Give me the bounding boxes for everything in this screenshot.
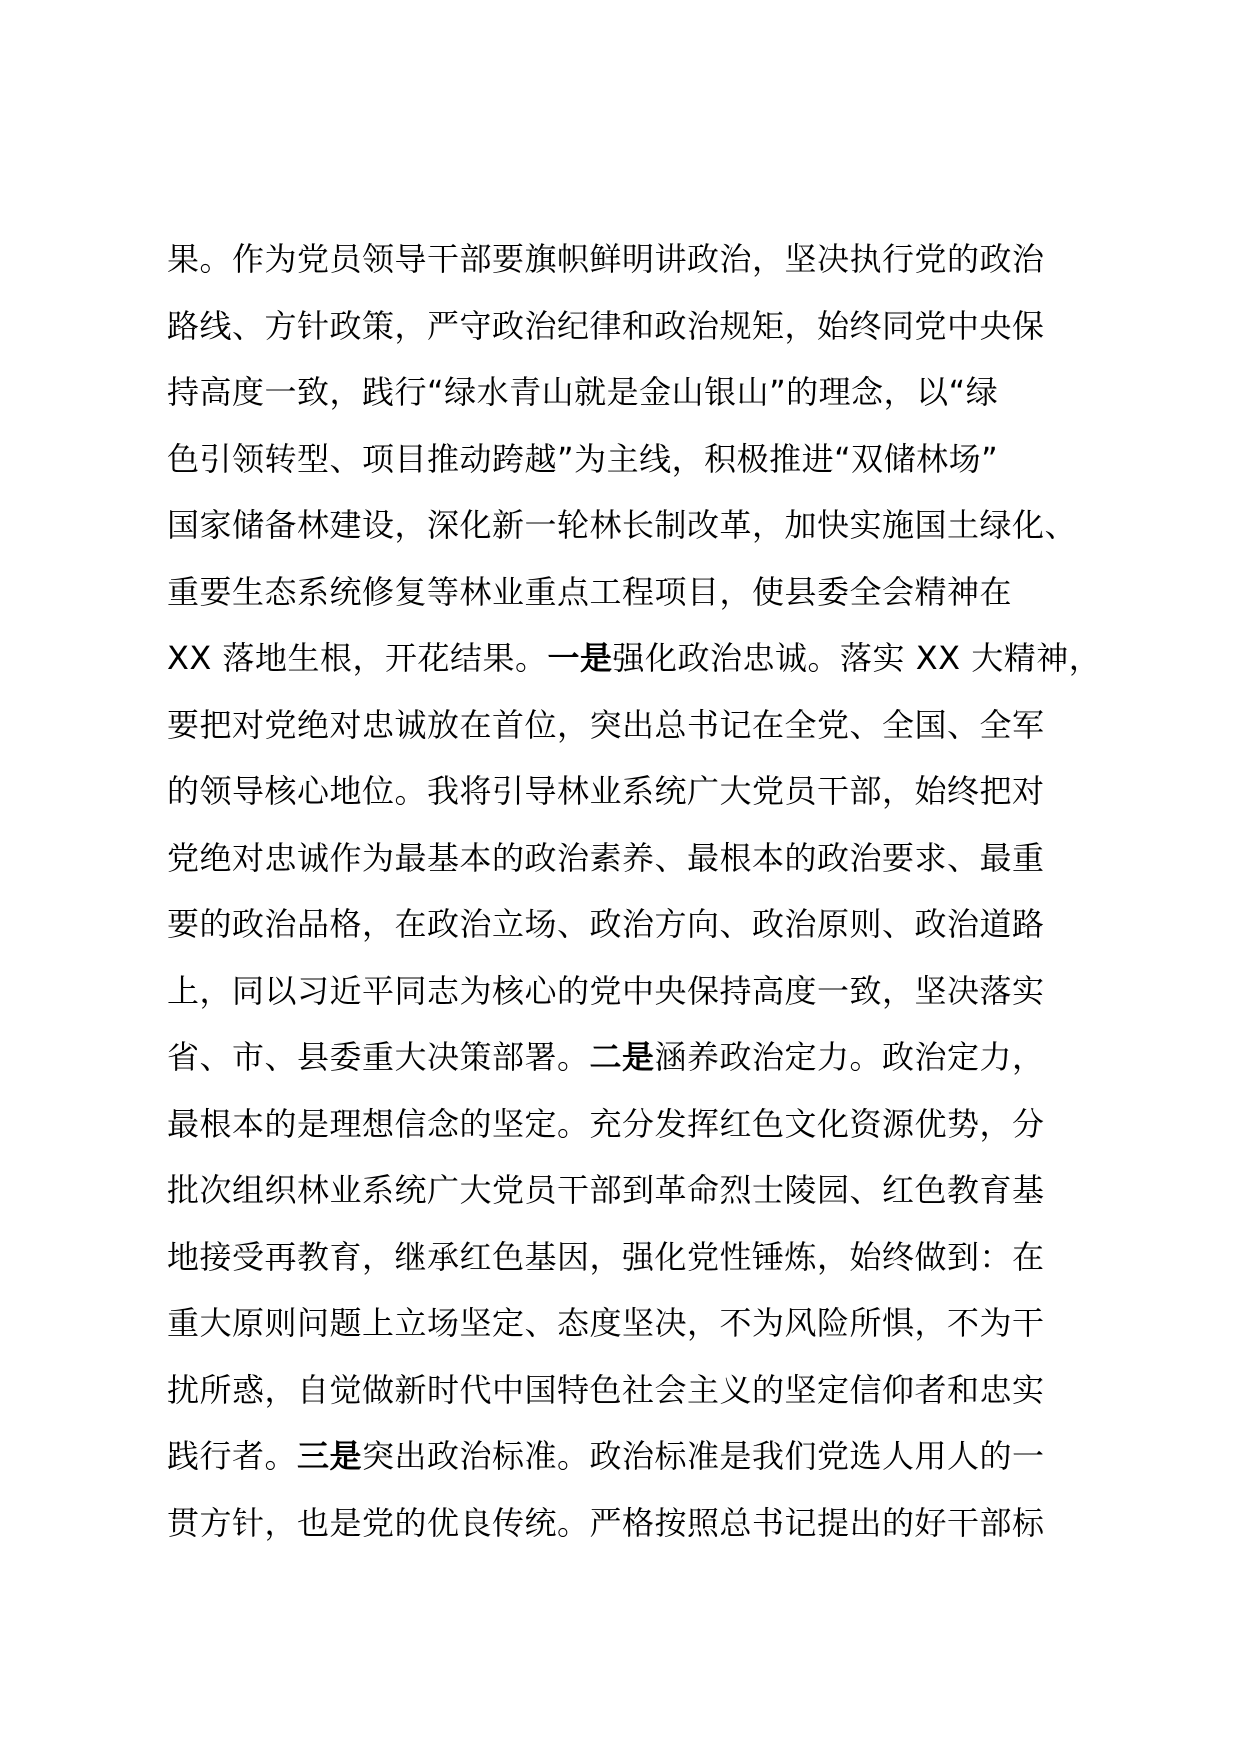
text-line (167, 692, 1087, 759)
line-text: 重要生态系统修复等林业重点工程项目，使县委全会精神在 (167, 572, 1013, 611)
line-text: 省、市、县委重大决策部署。 (167, 1038, 590, 1076)
line-text: 扰所惑，自觉做新时代中国特色社会主义的坚定信仰者和忠实 (167, 1370, 1045, 1409)
text-line (167, 559, 1087, 626)
text-line (167, 1290, 1087, 1357)
text-line (167, 1024, 1087, 1091)
line-text: 强化政治忠诚。落实 XX 大精神， (612, 639, 1102, 677)
text-line (167, 1224, 1087, 1291)
line-text: 涵养政治定力。政治定力， (654, 1038, 1045, 1076)
line-text: 批次组织林业系统广大党员干部到革命烈士陵园、红色教育基 (167, 1171, 1045, 1209)
emphasis-text: 三是 (297, 1437, 363, 1475)
line-text: 的领导核心地位。我将引导林业系统广大党员干部，始终把对 (167, 772, 1045, 810)
line-text: 上，同以习近平同志为核心的党中央保持高度一致，坚决落实 (167, 971, 1045, 1010)
text-line (167, 1091, 1087, 1158)
line-text: 国家储备林建设，深化新一轮林长制改革，加快实施国土绿化、 (167, 506, 1078, 544)
text-line (167, 359, 1087, 426)
text-line (167, 293, 1087, 360)
line-text: 持高度一致，践行“绿水青山就是金山银山”的理念，以“绿 (167, 373, 999, 411)
text-line (167, 226, 1087, 293)
line-text: 贯方针，也是党的优良传统。严格按照总书记提出的好干部标 (167, 1503, 1045, 1542)
text-line (167, 758, 1087, 825)
line-text: 突出政治标准。政治标准是我们党选人用人的一 (362, 1437, 1045, 1475)
text-line (167, 825, 1087, 892)
line-text: 地接受再教育，继承红色基因，强化党性锤炼，始终做到：在 (167, 1237, 1045, 1276)
text-line (167, 1157, 1087, 1224)
line-text: 最根本的是理想信念的坚定。充分发挥红色文化资源优势，分 (167, 1104, 1045, 1143)
emphasis-text: 一是 (547, 639, 613, 677)
line-text: 果。作为党员领导干部要旗帜鲜明讲政治，坚决执行党的政治 (167, 240, 1045, 278)
text-line (167, 1357, 1087, 1424)
text-line (167, 492, 1087, 559)
text-line (167, 1423, 1087, 1490)
line-text: 党绝对忠诚作为最基本的政治素养、最根本的政治要求、最重 (167, 838, 1045, 877)
line-text: 要把对党绝对忠诚放在首位，突出总书记在全党、全国、全军 (167, 705, 1045, 744)
document-body (167, 226, 1102, 1556)
text-line (167, 891, 1087, 958)
text-line (167, 426, 1087, 493)
text-line (167, 625, 1102, 692)
line-text: 践行者。 (167, 1437, 298, 1475)
text-line (167, 958, 1087, 1025)
line-text: 重大原则问题上立场坚定、态度坚决，不为风险所惧，不为干 (167, 1304, 1045, 1342)
line-text: 路线、方针政策，严守政治纪律和政治规矩，始终同党中央保 (167, 306, 1045, 345)
line-text: 要的政治品格，在政治立场、政治方向、政治原则、政治道路 (167, 905, 1045, 943)
emphasis-text: 二是 (589, 1038, 655, 1076)
line-text: 色引领转型、项目推动跨越”为主线，积极推进“双储林场” (167, 439, 999, 478)
line-text: XX 落地生根，开花结果。 (167, 639, 548, 677)
text-line (167, 1490, 1087, 1557)
